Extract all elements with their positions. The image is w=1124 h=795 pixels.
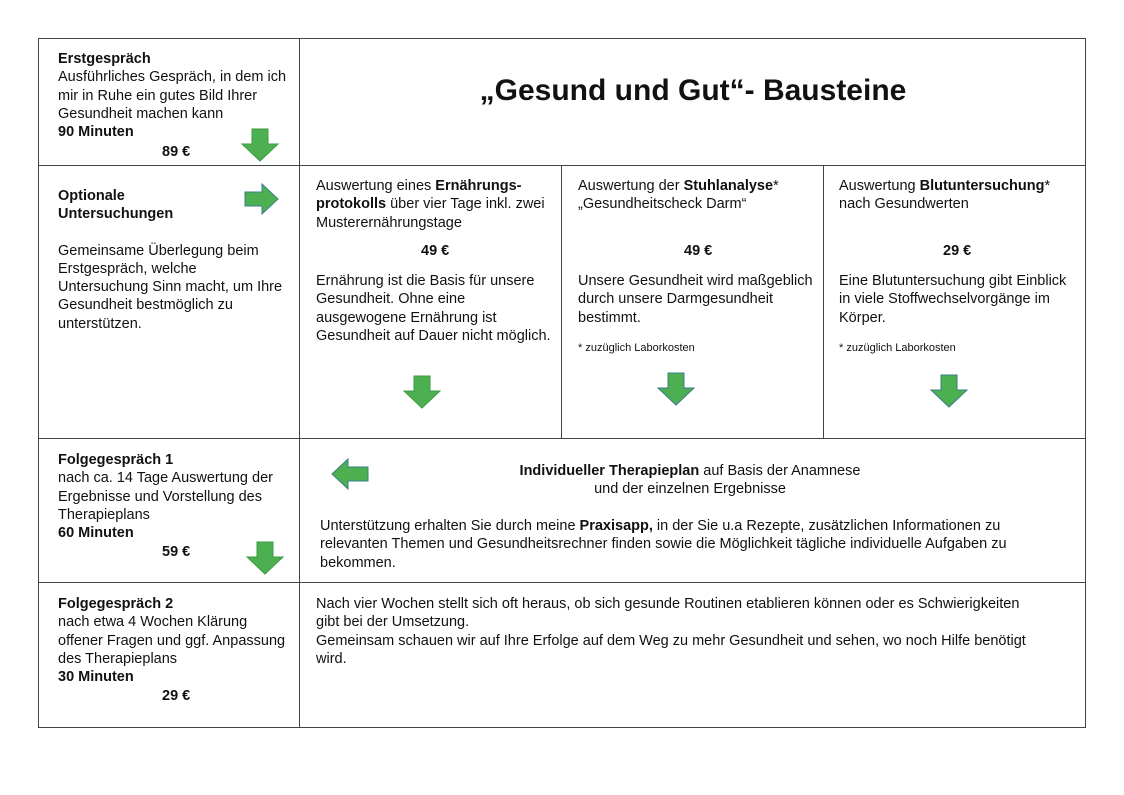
stuhl-header	[578, 177, 818, 195]
stuhl-cell	[578, 177, 818, 214]
therapie-line2: und der einzelnen Ergebnisse	[594, 481, 786, 498]
blut-line2: nach Gesundwerten	[839, 196, 969, 213]
arrow-left-icon	[330, 458, 370, 490]
blut-prefix: Auswertung	[839, 178, 920, 194]
erstgespraech-heading: Erstgespräch	[58, 51, 151, 67]
erstgespraech-duration: 90 Minuten	[58, 124, 134, 141]
erstgespraech-text: Ausführliches Gespräch, in dem ich mir in Ruhe ein gutes Bild Ihrer Gesundheit machen kann	[58, 69, 287, 122]
arrow-down-icon	[402, 375, 442, 409]
divider	[823, 165, 824, 438]
folge2-cell	[58, 595, 290, 686]
blut-note: * zuzüglich Laborkosten	[839, 342, 956, 354]
blut-suffix: *	[1044, 178, 1051, 194]
divider	[299, 38, 300, 728]
divider	[38, 582, 1086, 583]
ernaehrung-suffix: über vier Tage inkl. zwei Musterernährungstage	[316, 196, 545, 231]
ernaehrung-text: Ernährung ist die Basis für unsere Gesundheit. Ohne eine ausgewogene Ernährung ist Gesundheit auf Dauer nicht möglich.	[316, 273, 551, 344]
blut-price: 29 €	[943, 243, 972, 259]
stuhl-text: Unsere Gesundheit wird maßgeblich durch unsere Darmgesundheit bestimmt.	[578, 273, 813, 326]
ernaehrung-prefix: Auswertung eines	[316, 178, 436, 194]
ernaehrung-bold: Ernährungs-protokolls	[316, 178, 522, 213]
optional-heading-1: Optionale	[58, 188, 125, 204]
arrow-right-icon	[244, 183, 280, 215]
therapie-app-prefix: Unterstützung erhalten Sie durch meine	[320, 518, 580, 534]
routinen-text-1: Nach vier Wochen stellt sich oft heraus, ob sich gesunde Routinen etablieren können oder es Schwierigkeiten gibt bei der Umsetzung.	[316, 596, 1020, 631]
stuhl-line2: „Gesundheitscheck Darm“	[578, 196, 747, 213]
arrow-down-icon	[929, 374, 969, 408]
stuhl-note: * zuzüglich Laborkosten	[578, 342, 695, 354]
blut-bold: Blutuntersuchung	[919, 178, 1045, 194]
therapie-heading	[430, 462, 950, 499]
folge2-heading: Folgegespräch 2	[58, 596, 174, 612]
folge1-price: 59 €	[162, 544, 191, 560]
folge1-cell	[58, 451, 290, 542]
stuhl-suffix: *	[773, 178, 779, 194]
arrow-down-icon	[245, 541, 285, 575]
stuhl-price: 49 €	[684, 243, 713, 259]
page-title: „Gesund und Gut“- Bausteine	[479, 74, 907, 107]
therapie-app-text	[320, 517, 1065, 572]
divider	[38, 165, 1086, 166]
blut-text: Eine Blutuntersuchung gibt Einblick in viele Stoffwechselvorgänge im Körper.	[839, 273, 1067, 326]
folge1-heading: Folgegespräch 1	[58, 452, 174, 468]
therapie-app-rest: in der Sie u.a Rezepte, zusätzlichen Informationen zu relevanten Themen und Gesundheitsrechner finden sowie die Möglichkeit tägliche individuelle Aufgaben zu bekommen.	[320, 518, 1007, 571]
routinen-cell	[316, 595, 1046, 668]
folge2-text: nach etwa 4 Wochen Klärung offener Fragen und ggf. Anpassung des Therapieplans	[58, 614, 286, 667]
blut-cell	[839, 177, 1079, 214]
folge2-duration: 30 Minuten	[58, 669, 134, 686]
arrow-down-icon	[656, 372, 696, 406]
folge1-duration: 60 Minuten	[58, 525, 134, 542]
divider	[38, 438, 1086, 439]
therapie-bold: Individueller Therapieplan	[519, 463, 700, 479]
ernaehrung-price: 49 €	[421, 243, 450, 259]
blut-header	[839, 177, 1079, 195]
stuhl-prefix: Auswertung der	[578, 178, 684, 194]
routinen-text-2: Gemeinsam schauen wir auf Ihre Erfolge auf dem Weg zu mehr Gesundheit und sehen, wo noch Hilfe benötigt wird.	[316, 632, 1026, 667]
erstgespraech-price: 89 €	[162, 144, 191, 160]
therapie-line1-rest: auf Basis der Anamnese	[699, 463, 861, 479]
therapie-app-bold: Praxisapp,	[579, 518, 653, 534]
folge1-text: nach ca. 14 Tage Auswertung der Ergebnisse und Vorstellung des Therapieplans	[58, 470, 273, 523]
ernaehrung-cell	[316, 177, 556, 232]
ernaehrung-header	[316, 177, 556, 232]
arrow-down-icon	[240, 128, 280, 162]
folge2-price: 29 €	[162, 688, 191, 704]
optional-text: Gemeinsame Überlegung beim Erstgespräch, welche Untersuchung Sinn macht, um Ihre Gesundheit bestmöglich zu unterstützen.	[58, 242, 283, 332]
stuhl-bold: Stuhlanalyse	[683, 178, 774, 194]
therapie-line1	[430, 462, 950, 480]
divider	[561, 165, 562, 438]
optional-heading-2: Untersuchungen	[58, 206, 174, 223]
